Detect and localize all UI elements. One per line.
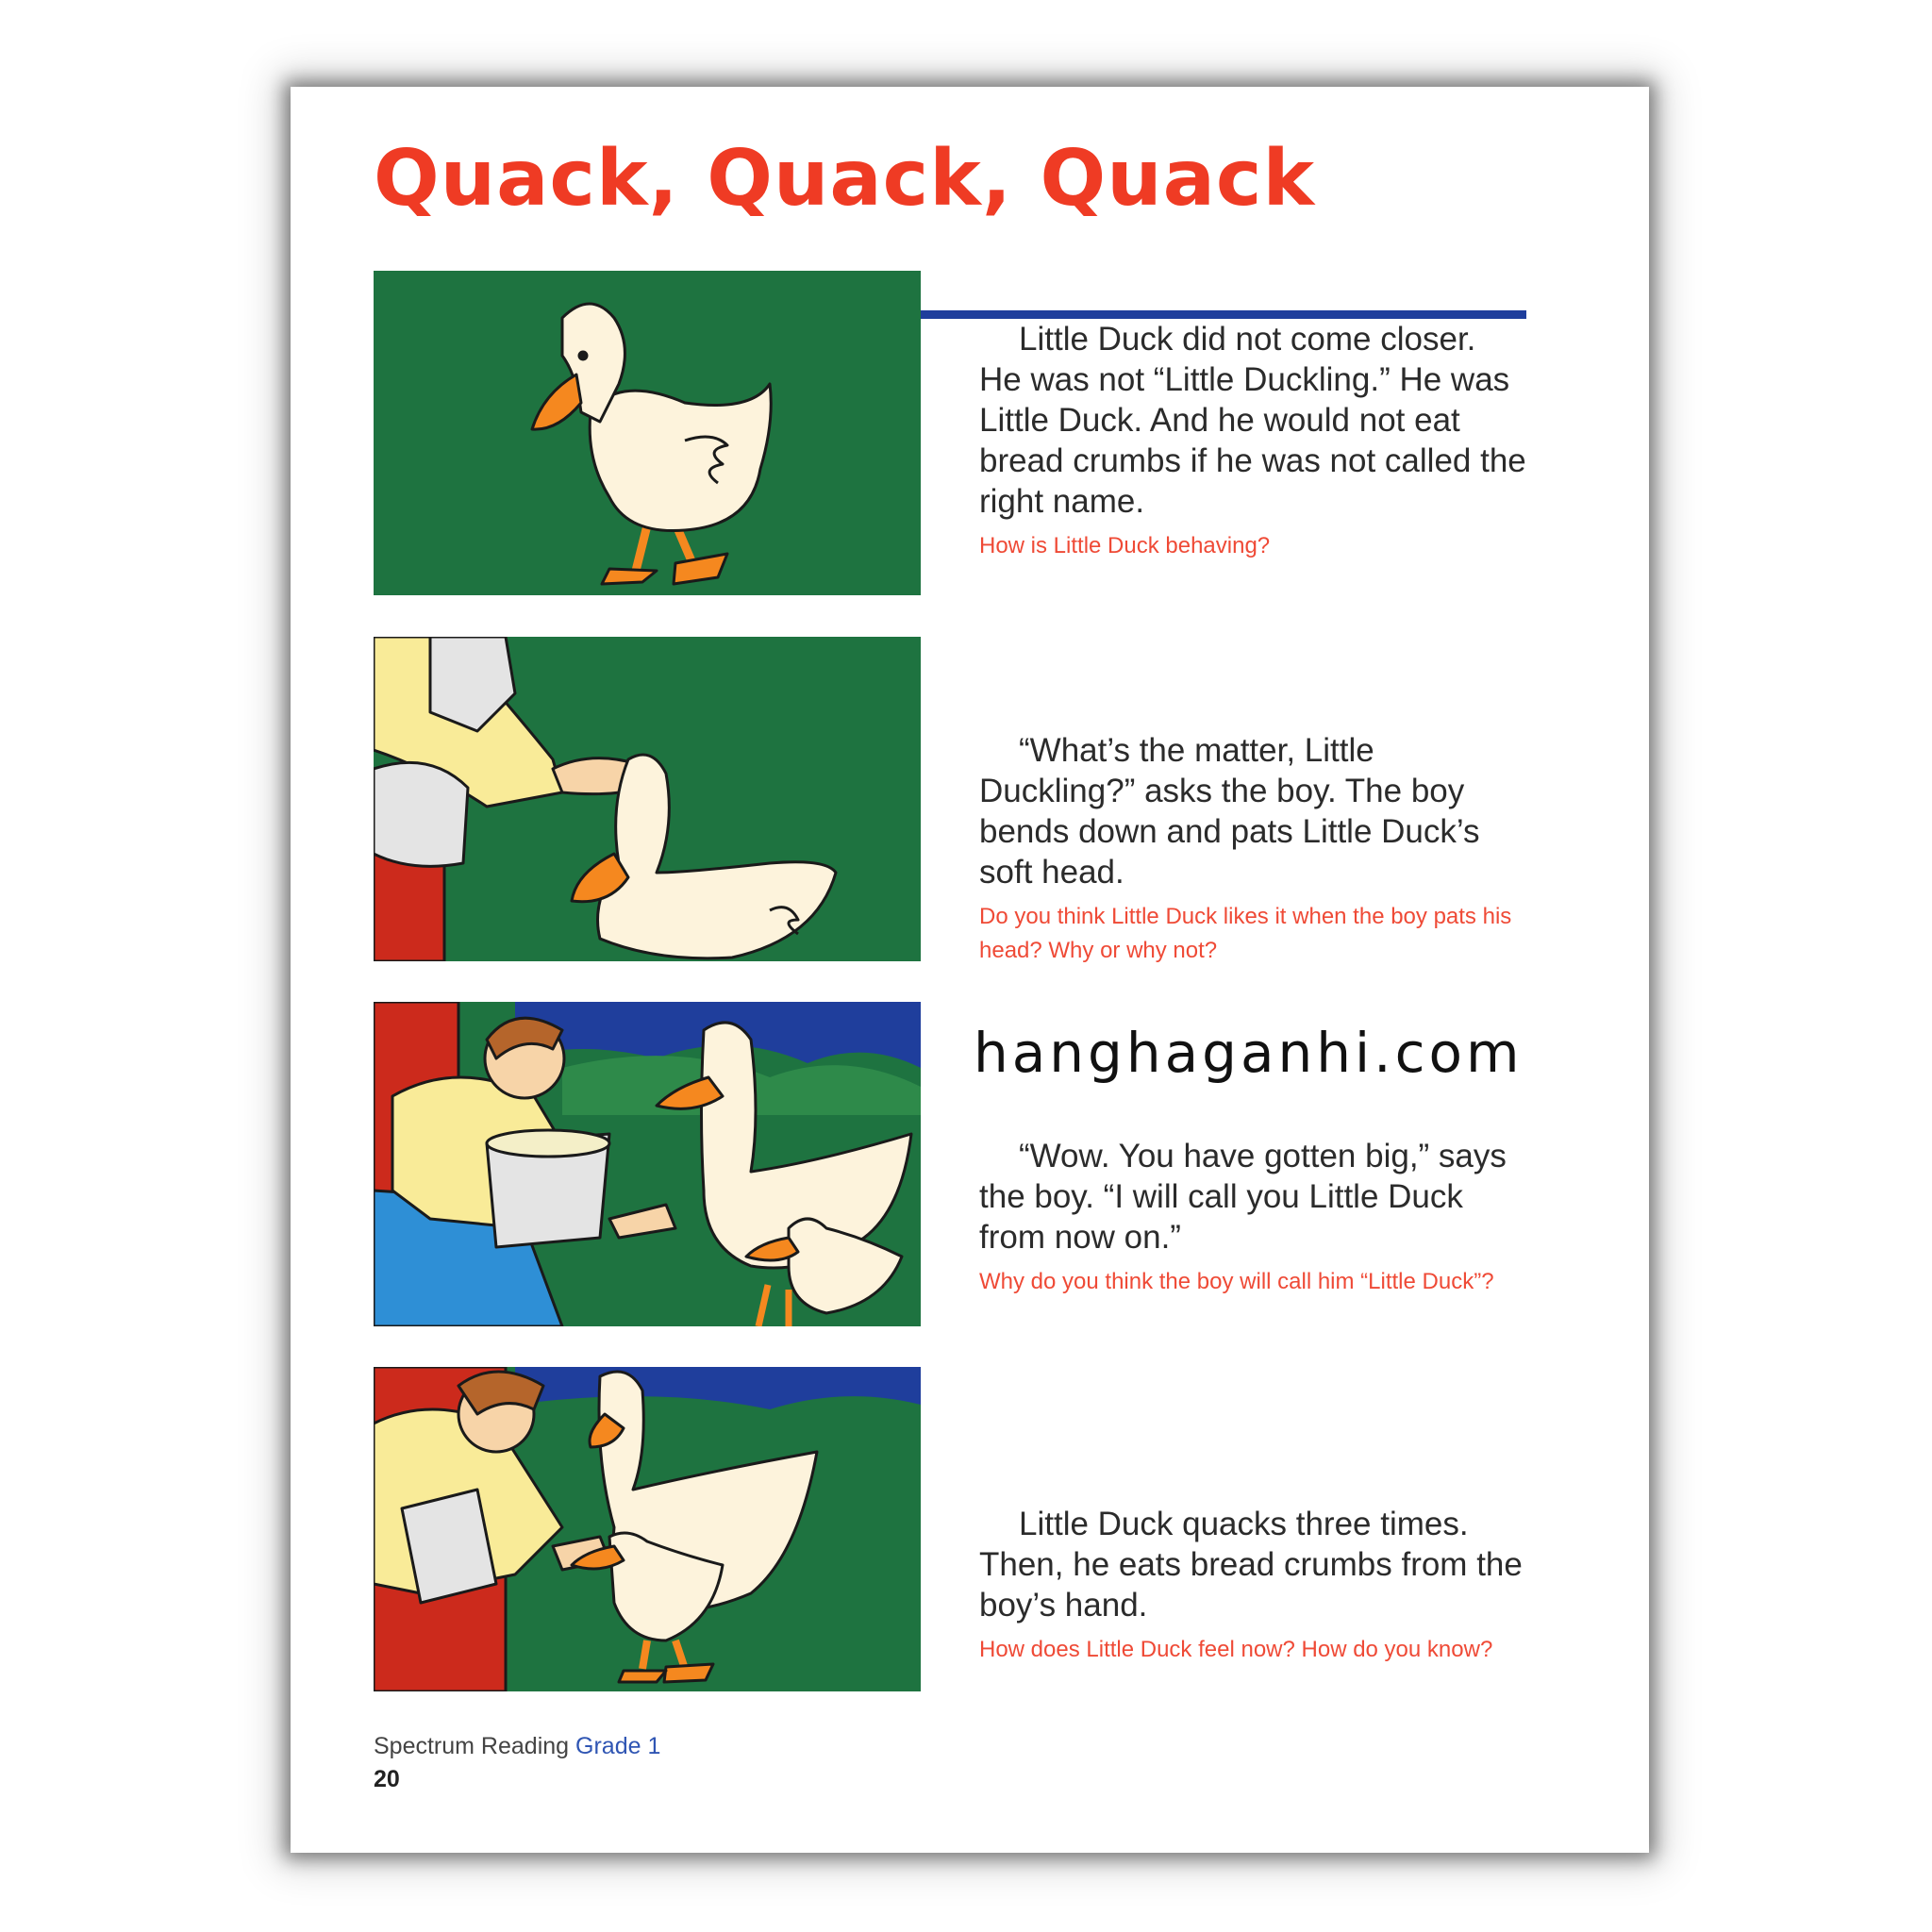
illustration-boy-with-bucket (374, 1002, 921, 1326)
story-block-2 (979, 730, 1526, 968)
story-text: Little Duck did not come closer. He was not “Little Duckling.” He was Little Duck. And he would not eat bread crumbs if he was not called the right name. (979, 321, 1526, 520)
story-text: Little Duck quacks three times. Then, he eats bread crumbs from the boy’s hand. (979, 1506, 1523, 1624)
comprehension-question: How is Little Duck behaving? (979, 533, 1271, 558)
grade-label: Grade 1 (575, 1733, 661, 1759)
page-number: 20 (374, 1766, 400, 1792)
illustration-duck-eats-crumbs (374, 1367, 921, 1691)
story-block-4 (979, 1504, 1526, 1667)
duck-standing-drawing (374, 271, 921, 595)
book-footer (374, 1733, 660, 1760)
story-block-3 (979, 1136, 1526, 1299)
page-title: Quack, Quack, Quack (374, 134, 1316, 224)
story-text: “What’s the matter, Little Duckling?” asks the boy. The boy bends down and pats Little Duck’s soft head. (979, 732, 1480, 891)
boy-with-bucket-drawing (374, 1002, 921, 1326)
illustration-duck-standing (374, 271, 921, 595)
comprehension-question: Why do you think the boy will call him “Little Duck”? (979, 1269, 1494, 1294)
watermark-text: hanghaganhi.com (974, 1021, 1524, 1085)
series-name: Spectrum Reading (374, 1733, 576, 1759)
duck-eats-crumbs-drawing (374, 1367, 921, 1691)
story-block-1 (979, 319, 1526, 563)
illustration-boy-pats-duck (374, 637, 921, 961)
comprehension-question: How does Little Duck feel now? How do you know? (979, 1637, 1493, 1662)
boy-pats-duck-drawing (374, 637, 921, 961)
story-text: “Wow. You have gotten big,” says the boy. “I will call you Little Duck from now on.” (979, 1138, 1507, 1256)
workbook-page (291, 87, 1649, 1853)
comprehension-question: Do you think Little Duck likes it when the boy pats his head? Why or why not? (979, 904, 1512, 963)
